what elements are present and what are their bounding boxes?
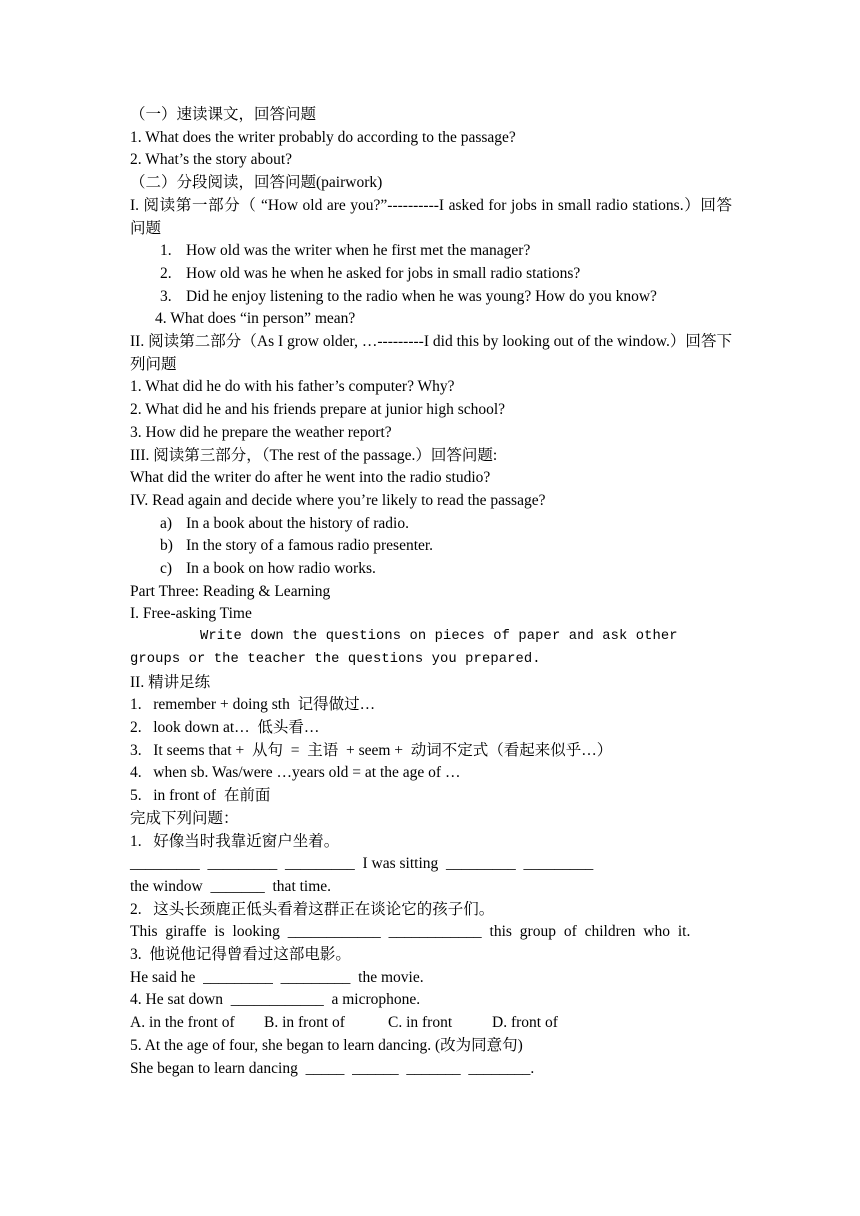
list-item: 4. What does “in person” mean?: [155, 310, 356, 328]
list-number: 1.: [160, 242, 172, 260]
section-heading: （二）分段阅读，回答问题(pairwork): [130, 174, 383, 192]
instruction-text: [130, 626, 732, 671]
phrase-item: 1. remember + doing sth 记得做过…: [130, 696, 376, 714]
list-number: c): [160, 560, 173, 578]
part-heading: I. 阅读第一部分（ “How old are you?”----------I asked for jobs in small radio stations.）回答问题: [130, 196, 732, 237]
phrase-item: 2. look down at… 低头看…: [130, 718, 320, 736]
question: 2. What’s the story about?: [130, 151, 293, 169]
section-heading: （一）速读课文，回答问题: [130, 106, 317, 123]
answer-options: [130, 1012, 732, 1035]
question: 1. What does the writer probably do according to the passage?: [130, 128, 516, 146]
section-heading: II. 精讲足练: [130, 673, 211, 691]
question: 3. How did he prepare the weather report?: [130, 423, 392, 441]
phrase-item: 3. It seems that + 从句 = 主语 + seem + 动词不定式（看起来似乎…）: [130, 741, 613, 759]
phrase-item: 4. when sb. Was/were …years old = at the age of …: [130, 764, 461, 782]
option-b: B. in front of: [264, 1014, 345, 1032]
list-text: Did he enjoy listening to the radio when he was young? How do you know?: [186, 287, 657, 305]
section-heading: I. Free-asking Time: [130, 605, 252, 623]
part-title: Part Three: Reading & Learning: [130, 582, 331, 600]
exercise-blank-line: the window _______ that time.: [130, 877, 332, 895]
exercise-blank-line: She began to learn dancing _____ ______ _______ ________.: [130, 1059, 535, 1077]
question: What did the writer do after he went into the radio studio?: [130, 469, 491, 487]
exercise-prompt: 3. 他说他记得曾看过这部电影。: [130, 946, 351, 964]
part-heading: II. 阅读第二部分（As I grow older, …---------I did this by looking out of the window.）回答下列问题: [130, 333, 732, 373]
worksheet: [130, 104, 732, 1080]
list-number: b): [160, 537, 173, 555]
exercise-blank-line: He said he _________ _________ the movie.: [130, 968, 424, 986]
exercise-prompt: 2. 这头长颈鹿正低头看着这群正在谈论它的孩子们。: [130, 900, 495, 918]
option-c: C. in front: [388, 1014, 453, 1032]
list-text: How old was the writer when he first met the manager?: [186, 242, 531, 260]
list-item: [130, 558, 732, 581]
list-text: In a book about the history of radio.: [186, 514, 409, 532]
list-text: In a book on how radio works.: [186, 560, 376, 578]
section-heading: 完成下列问题：: [130, 809, 239, 827]
list-number: 3.: [160, 287, 172, 305]
list-item: [130, 240, 732, 263]
list-text: In the story of a famous radio presenter.: [186, 537, 434, 555]
part-heading: III. 阅读第三部分，（The rest of the passage.）回答问题:: [130, 446, 498, 464]
list-number: 2.: [160, 264, 172, 282]
question: 2. What did he and his friends prepare at junior high school?: [130, 401, 506, 419]
question: 1. What did he do with his father’s computer? Why?: [130, 378, 455, 396]
option-a: A. in the front of: [130, 1014, 235, 1032]
list-number: a): [160, 514, 173, 532]
exercise-prompt: 4. He sat down ____________ a microphone.: [130, 991, 421, 1009]
exercise-prompt: 1. 好像当时我靠近窗户坐着。: [130, 832, 340, 850]
option-d: D. front of: [492, 1014, 558, 1032]
list-item: [130, 535, 732, 558]
list-item: [130, 286, 732, 309]
part-heading: IV. Read again and decide where you’re likely to read the passage?: [130, 491, 546, 509]
list-item: [130, 263, 732, 286]
list-text: How old was he when he asked for jobs in small radio stations?: [186, 264, 581, 282]
list-item: [130, 513, 732, 536]
exercise-prompt: 5. At the age of four, she began to learn dancing. (改为同意句): [130, 1036, 523, 1054]
instruction-body: Write down the questions on pieces of paper and ask other groups or the teacher the questions you prepared.: [130, 629, 678, 667]
exercise-blank-line: _________ _________ _________ I was sitting _________ _________: [130, 855, 594, 873]
phrase-item: 5. in front of 在前面: [130, 787, 271, 805]
exercise-blank-line: This giraffe is looking ____________ ____________ this group of children who it.: [130, 923, 691, 941]
